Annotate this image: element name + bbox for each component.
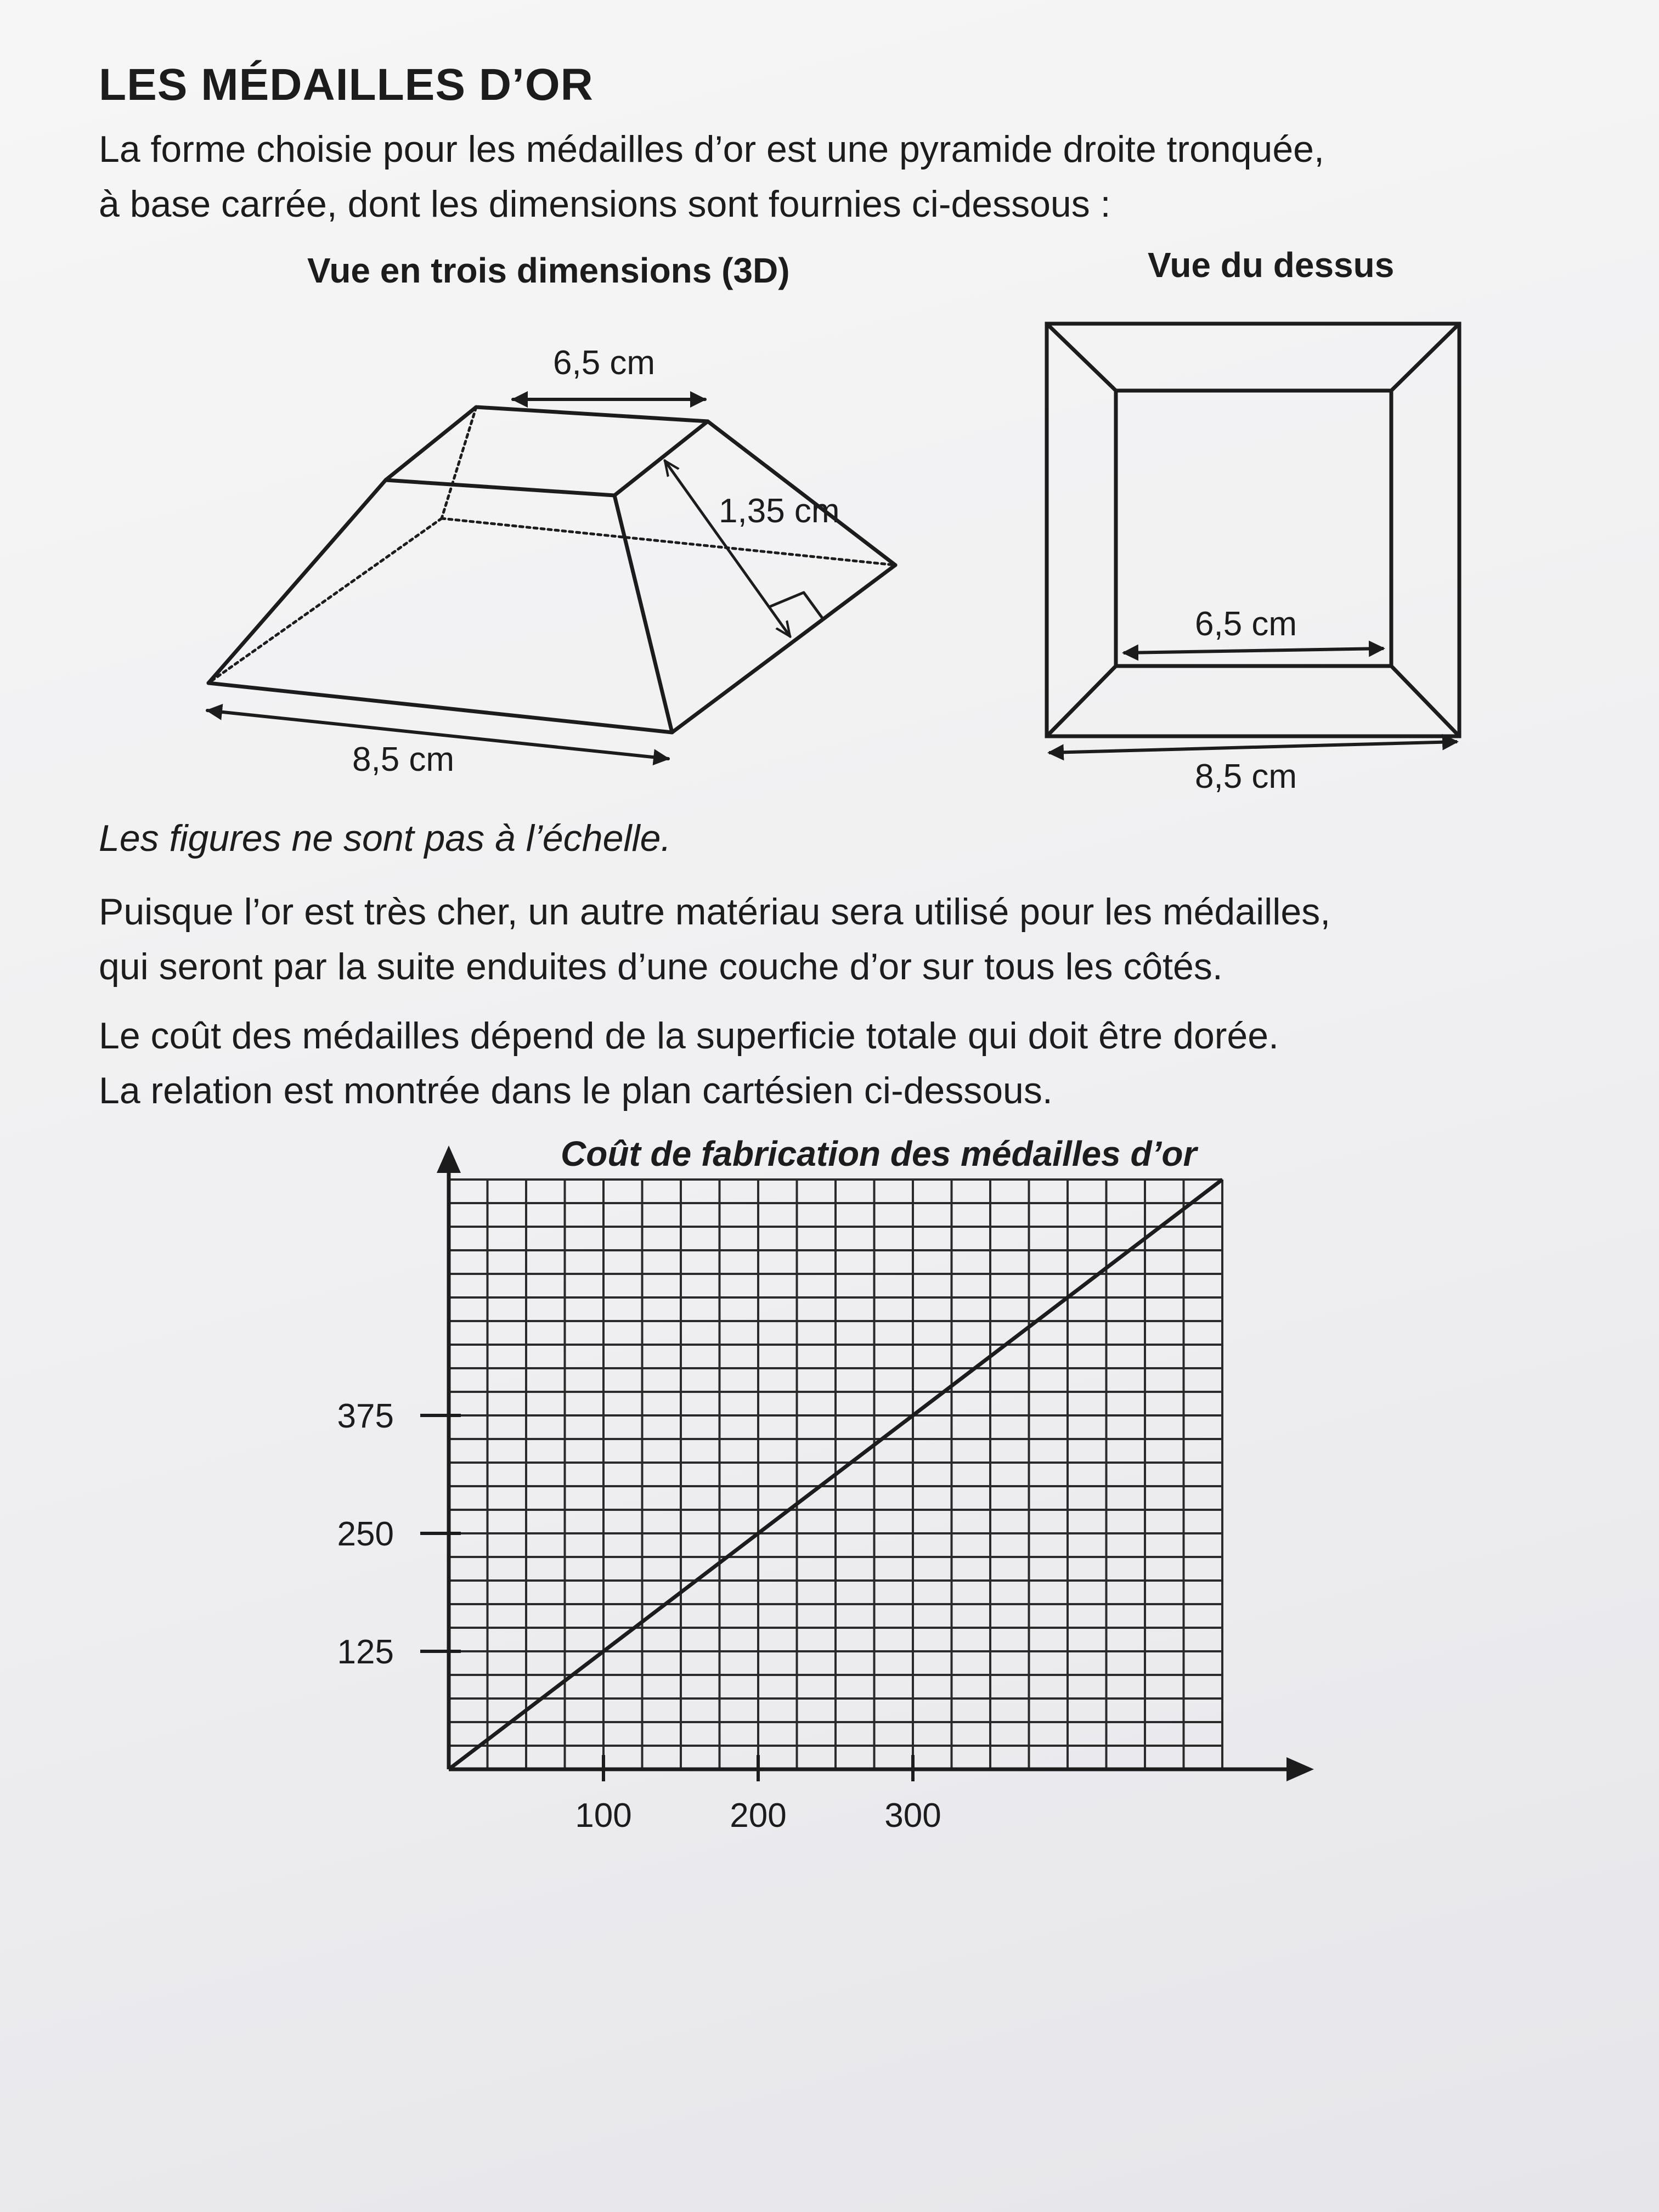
intro-line-1: La forme choisie pour les médailles d’or est une pyramide droite tronquée, <box>99 128 1324 170</box>
x-tick-label: 100 <box>575 1797 632 1835</box>
chart-title: Coût de fabrication des médailles d’or <box>561 1134 1197 1173</box>
top-view-label: Vue du dessus <box>1148 245 1395 285</box>
x-axis-arrow <box>1286 1757 1314 1781</box>
cost-line-2: La relation est montrée dans le plan cartésien ci-dessous. <box>99 1070 1053 1111</box>
visible-edges <box>208 407 895 732</box>
y-axis-arrow <box>437 1146 461 1173</box>
cost-paragraph <box>99 1008 1279 1118</box>
base-width-label: 8,5 cm <box>352 741 455 778</box>
slant-height-arrow <box>665 461 790 636</box>
x-tick-label: 300 <box>884 1797 941 1835</box>
inner-width-arrow <box>1124 648 1384 653</box>
material-line-2: qui seront par la suite enduites d’une couche d’or sur tous les côtés. <box>99 946 1223 988</box>
y-tick-label: 125 <box>337 1633 394 1671</box>
inner-width-label: 6,5 cm <box>1195 605 1297 643</box>
top-view-figure <box>1047 324 1459 753</box>
outer-width-label: 8,5 cm <box>1195 758 1297 795</box>
pyramid-3d-figure <box>207 399 895 759</box>
x-tick-label: 200 <box>730 1797 787 1835</box>
outer-width-arrow <box>1049 742 1457 753</box>
cost-line-1: Le coût des médailles dépend de la superficie totale qui doit être dorée. <box>99 1015 1279 1057</box>
y-tick-label: 250 <box>337 1515 394 1553</box>
y-tick-label: 375 <box>337 1397 394 1435</box>
scale-caption: Les figures ne sont pas à l’échelle. <box>99 817 672 859</box>
material-line-1: Puisque l’or est très cher, un autre matériau sera utilisé pour les médailles, <box>99 891 1331 933</box>
top-width-label: 6,5 cm <box>553 344 656 382</box>
cost-chart <box>337 1134 1314 1835</box>
slant-height-label: 1,35 cm <box>719 492 840 530</box>
view-3d-label: Vue en trois dimensions (3D) <box>307 251 790 290</box>
intro-line-2: à base carrée, dont les dimensions sont fournies ci-dessous : <box>99 183 1111 225</box>
material-paragraph <box>99 884 1330 994</box>
right-angle-marker <box>771 592 823 619</box>
page-title: LES MÉDAILLES D’OR <box>99 60 594 110</box>
